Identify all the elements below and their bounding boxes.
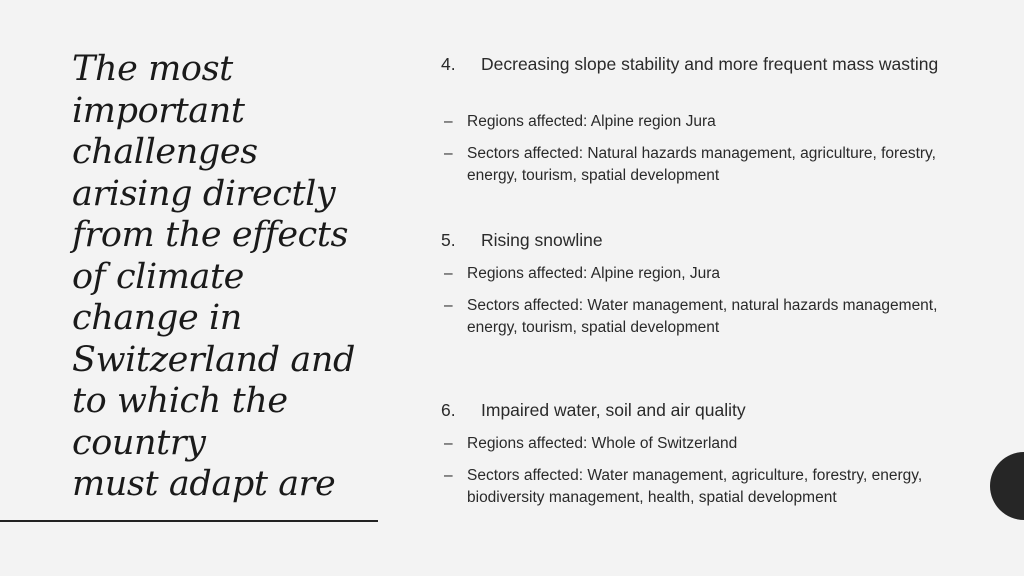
title-underline-divider <box>0 520 378 522</box>
regions-text: Regions affected: Alpine region Jura <box>467 113 716 130</box>
sectors-affected <box>441 465 961 509</box>
list-item-heading <box>441 398 961 423</box>
item-heading-text: Rising snowline <box>481 230 603 250</box>
item-heading-text: Impaired water, soil and air quality <box>481 400 746 420</box>
list-item-heading <box>441 52 961 77</box>
item-heading-text: Decreasing slope stability and more frequent mass wasting <box>481 54 939 74</box>
regions-text: Regions affected: Whole of Switzerland <box>467 435 738 452</box>
dash-bullet: – <box>444 145 453 162</box>
title-line: The most <box>72 49 233 89</box>
list-item-heading <box>441 228 961 253</box>
sectors-affected <box>441 295 961 339</box>
dash-bullet: – <box>444 435 453 452</box>
item-number: 6. <box>441 400 456 420</box>
dash-bullet: – <box>444 113 453 130</box>
regions-text: Regions affected: Alpine region, Jura <box>467 265 721 282</box>
title-line: important <box>72 90 245 131</box>
regions-affected <box>441 111 961 133</box>
title-line: of climate <box>72 256 244 297</box>
slide-title <box>72 49 372 506</box>
dash-bullet: – <box>444 265 453 282</box>
title-line: Switzerland and <box>72 339 356 380</box>
title-line: from the effects <box>72 215 349 255</box>
title-line: arising directly <box>72 173 336 214</box>
sectors-text: Sectors affected: Water management, natural hazards management, energy, tourism, spatial development <box>467 297 938 336</box>
regions-affected <box>441 263 961 285</box>
title-line: must adapt are <box>72 464 336 504</box>
item-number: 5. <box>441 230 456 250</box>
title-line: challenges <box>72 132 258 172</box>
item-number: 4. <box>441 54 456 74</box>
title-line: change in <box>72 298 242 338</box>
dash-bullet: – <box>444 297 453 314</box>
dash-bullet: – <box>444 467 453 484</box>
sectors-text: Sectors affected: Natural hazards management, agriculture, forestry, energy, tourism, spatial development <box>467 145 936 184</box>
regions-affected <box>441 433 961 455</box>
sectors-affected <box>441 143 961 187</box>
sectors-text: Sectors affected: Water management, agriculture, forestry, energy, biodiversity management, health, spatial development <box>467 467 923 506</box>
title-line: country <box>72 422 206 463</box>
title-line: to which the <box>72 381 288 421</box>
decorative-circle <box>990 452 1024 520</box>
